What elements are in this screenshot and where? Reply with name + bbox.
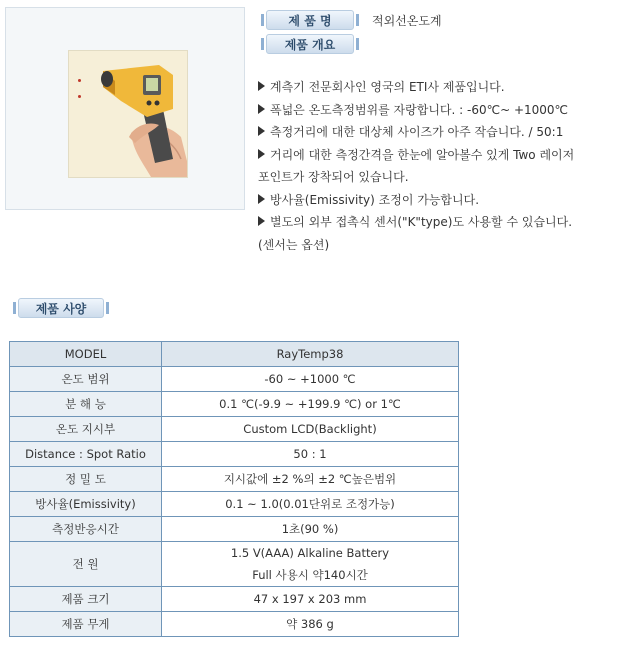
overview-line: 포인트가 장착되어 있습니다. [258,170,409,184]
table-row [10,587,459,612]
spec-key: 온도 지시부 [10,417,162,442]
bullet-arrow-icon [258,149,265,159]
header-cell: RayTemp38 [162,342,459,367]
spec-value: 50 : 1 [162,442,459,467]
header-cell: MODEL [10,342,162,367]
spec-value: 47 x 197 x 203 mm [162,587,459,612]
spec-key: 전 원 [10,542,162,587]
table-row [10,517,459,542]
bullet-arrow-icon [258,126,265,136]
spec-value: 약 386 g [162,612,459,637]
table-row [10,367,459,392]
spec-value-line: 1.5 V(AAA) Alkaline Battery [230,546,390,560]
thermometer-illustration [69,51,187,177]
spec-key: 방사율(Emissivity) [10,492,162,517]
table-row [10,467,459,492]
spec-value: Custom LCD(Backlight) [162,417,459,442]
table-row [10,542,459,587]
overview-line: (센서는 옵션) [258,237,330,252]
spec-label: 제품 사양 [18,298,104,318]
spec-key: 정 밀 도 [10,467,162,492]
laser-dot [78,79,81,82]
table-row [10,417,459,442]
product-name-label: 제 품 명 [266,10,354,30]
spec-key: 측정반응시간 [10,517,162,542]
table-row [10,392,459,417]
bullet-arrow-icon [258,81,265,91]
product-overview [258,76,618,256]
spec-key: 제품 무게 [10,612,162,637]
laser-dot [78,95,81,98]
bullet-arrow-icon [258,216,265,226]
spec-key: 제품 크기 [10,587,162,612]
spec-value: 0.1 ℃(-9.9 ~ +199.9 ℃) or 1℃ [162,392,459,417]
spec-key: 온도 범위 [10,367,162,392]
spec-table [9,341,459,637]
overview-label: 제품 개요 [266,34,354,54]
overview-line: 측정거리에 대한 대상체 사이즈가 아주 작습니다. / 50:1 [258,121,618,144]
product-name-value: 적외선온도계 [372,14,442,28]
overview-line: 거리에 대한 측정간격을 한눈에 알아볼수 있게 Two 레이저 [258,144,618,167]
overview-line: 방사율(Emissivity) 조정이 가능합니다. [258,189,618,212]
spec-value-line: Full 사용시 약140시간 [252,568,368,582]
spec-value [162,542,459,587]
table-header-row [10,342,459,367]
table-row [10,442,459,467]
overview-line: 폭넓은 온도측정범위를 자랑합니다. : -60℃~ +1000℃ [258,99,618,122]
bullet-arrow-icon [258,104,265,114]
spec-value: 1초(90 %) [162,517,459,542]
table-row [10,612,459,637]
overview-line: 별도의 외부 접촉식 센서("K"type)도 사용할 수 있습니다. [258,211,618,234]
table-row [10,492,459,517]
spec-key: Distance : Spot Ratio [10,442,162,467]
product-image-frame [5,7,245,210]
spec-value: 0.1 ~ 1.0(0.01단위로 조정가능) [162,492,459,517]
spec-value: 지시값에 ±2 %의 ±2 ℃높은범위 [162,467,459,492]
spec-value: -60 ~ +1000 ℃ [162,367,459,392]
spec-key: 분 해 능 [10,392,162,417]
overview-line: 계측기 전문회사인 영국의 ETI사 제품입니다. [258,76,618,99]
product-image [68,50,188,178]
bullet-arrow-icon [258,194,265,204]
